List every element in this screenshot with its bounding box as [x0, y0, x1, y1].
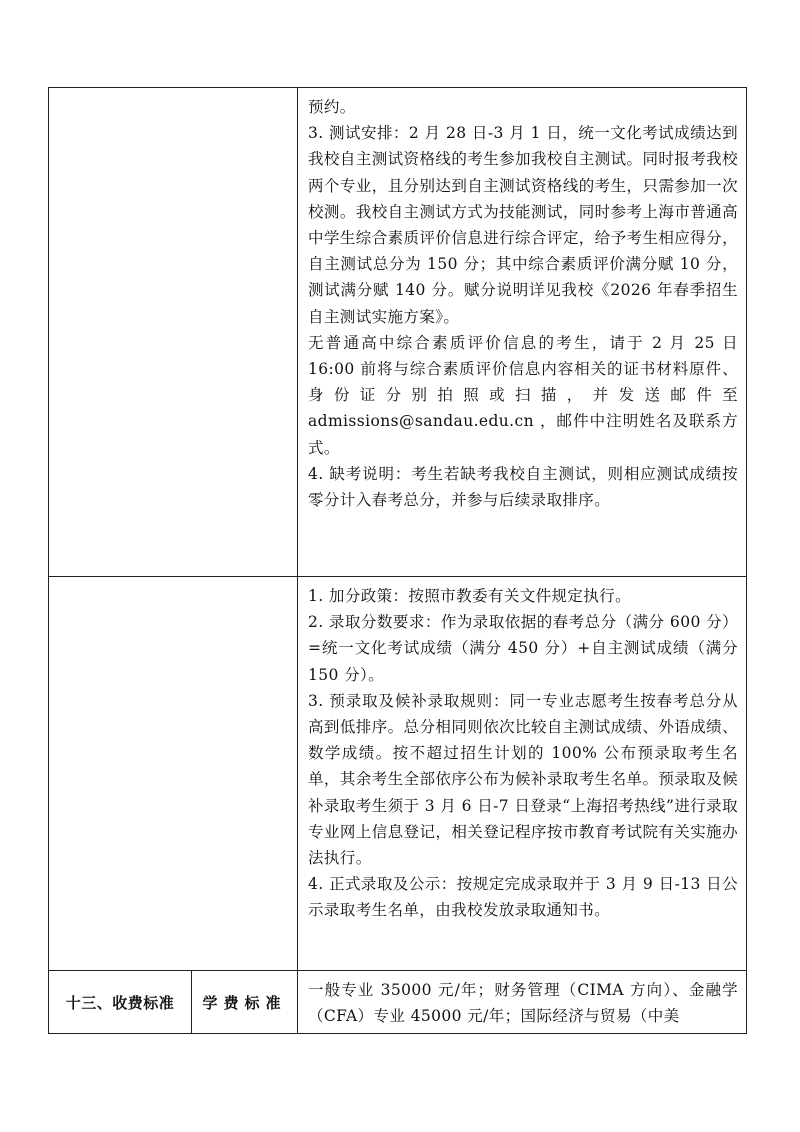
tuition-standard-label: 学费标准	[192, 971, 298, 1034]
paragraph: 一般专业 35000 元/年；财务管理（CIMA 方向）、金融学（CFA）专业 45000 元/年；国际经济与贸易（中美	[308, 981, 738, 1026]
category-cell-empty	[49, 577, 298, 971]
paragraph: 2. 录取分数要求：作为录取依据的春考总分（满分 600 分）=统一文化考试成绩（满分 450 分）+自主测试成绩（满分 150 分）。	[308, 613, 738, 684]
content-cell-fees	[298, 971, 747, 1034]
paragraph: 无普通高中综合素质评价信息的考生，请于 2 月 25 日 16:00 前将与综合素质评价信息内容相关的证书材料原件、身份证分别拍照或扫描，并发送邮件至 admissions@sandau.edu.cn ，邮件中注明姓名及联系方式。	[308, 333, 738, 457]
paragraph: 1. 加分政策：按照市教委有关文件规定执行。	[308, 587, 632, 605]
paragraph: 3. 测试安排：2 月 28 日-3 月 1 日，统一文化考试成绩达到我校自主测试资格线的考生参加我校自主测试。同时报考我校两个专业，且分别达到自主测试资格线的考生，只需参加一次校测。我校自主测试方式为技能测试，同时参考上海市普通高中学生综合素质评价信息进行综合评定，给予考生相应得分，自主测试总分为 150 分；其中综合素质评价满分赋 10 分，测试满分赋 140 分。赋分说明详见我校《2026 年春季招生自主测试实施方案》。	[308, 124, 738, 326]
content-cell-test-arrangement	[298, 88, 747, 577]
table-row-fees	[49, 971, 747, 1034]
table-row-admission-rules	[49, 577, 747, 971]
document-page	[48, 87, 746, 1034]
paragraph: 预约。	[308, 98, 356, 116]
paragraph: 3. 预录取及候补录取规则：同一专业志愿考生按春考总分从高到低排序。总分相同则依次比较自主测试成绩、外语成绩、数学成绩。按不超过招生计划的 100% 公布预录取考生名单，其余考生全部依序公布为候补录取考生名单。预录取及候补录取考生须于 3 月 6 日-7 日登录“上海招考热线”进行录取专业网上信息登记，相关登记程序按市教育考试院有关实施办法执行。	[308, 691, 738, 868]
category-cell-empty	[49, 88, 298, 577]
paragraph: 4. 正式录取及公示：按规定完成录取并于 3 月 9 日-13 日公示录取考生名单，由我校发放录取通知书。	[308, 875, 738, 920]
content-cell-admission-rules	[298, 577, 747, 971]
table-row-test-arrangement	[49, 88, 747, 577]
admissions-table	[48, 87, 747, 1034]
fee-category-label: 十三、收费标准	[49, 971, 192, 1034]
paragraph: 4. 缺考说明：考生若缺考我校自主测试，则相应测试成绩按零分计入春考总分，并参与后续录取排序。	[308, 464, 738, 510]
